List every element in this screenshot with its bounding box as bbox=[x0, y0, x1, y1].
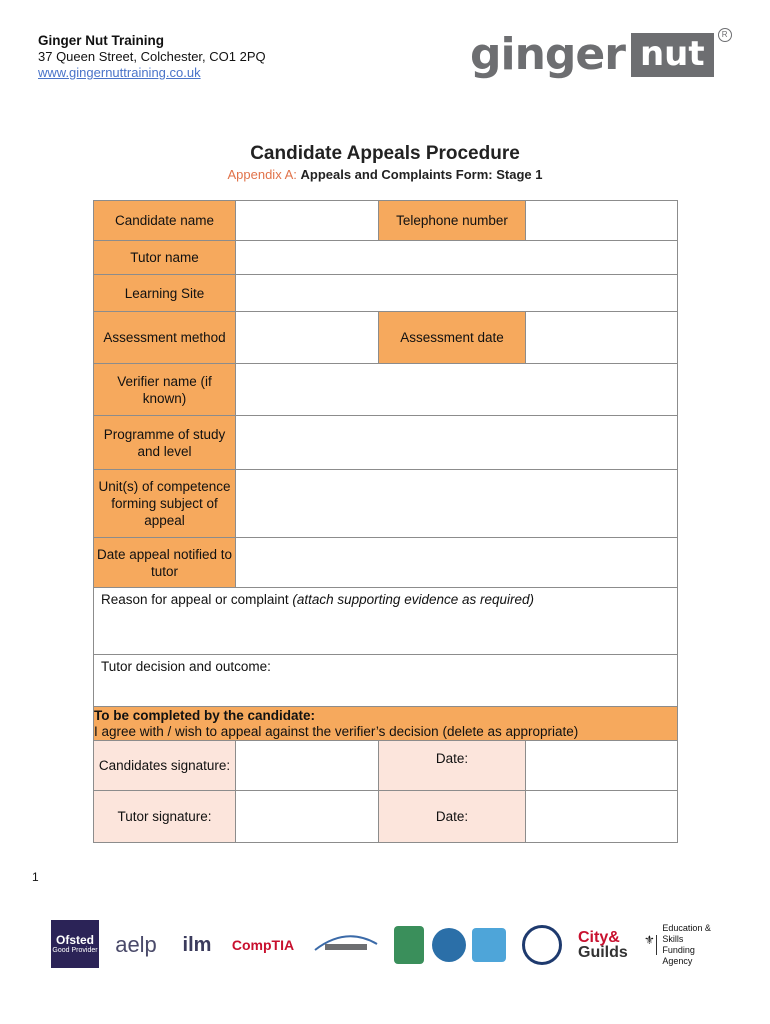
label-assessment-method: Assessment method bbox=[94, 312, 236, 364]
label-assessment-date: Assessment date bbox=[379, 312, 526, 364]
label-learning-site: Learning Site bbox=[94, 275, 236, 312]
label-units: Unit(s) of competence forming subject of appeal bbox=[94, 470, 236, 538]
aelp-logo: aelp bbox=[115, 932, 157, 957]
form-title: Appeals and Complaints Form: Stage 1 bbox=[300, 167, 543, 182]
label-verifier-name: Verifier name (if known) bbox=[94, 364, 236, 416]
assessment-date-field[interactable] bbox=[526, 312, 678, 364]
telephone-number-field[interactable] bbox=[526, 201, 678, 241]
verifier-name-field[interactable] bbox=[236, 364, 678, 416]
label-candidate-name: Candidate name bbox=[94, 201, 236, 241]
org-address: 37 Queen Street, Colchester, CO1 2PQ bbox=[38, 49, 266, 64]
label-tutor-name: Tutor name bbox=[94, 241, 236, 275]
label-tutor-signature: Tutor signature: bbox=[94, 791, 236, 843]
page-subtitle bbox=[0, 167, 770, 182]
esfa-logo: ⚜ Education & Skills Funding Agency bbox=[644, 923, 711, 966]
programme-field[interactable] bbox=[236, 416, 678, 470]
tutor-date-field[interactable] bbox=[526, 791, 678, 843]
logo-text-ginger: ginger bbox=[470, 29, 625, 80]
page-title: Candidate Appeals Procedure bbox=[250, 143, 520, 164]
reason-note: (attach supporting evidence as required) bbox=[292, 592, 535, 607]
crest-icon: ⚜ bbox=[644, 935, 657, 955]
reason-label: Reason for appeal or complaint bbox=[101, 592, 289, 607]
label-telephone-number: Telephone number bbox=[379, 201, 526, 241]
accreditation-seal-icon bbox=[432, 928, 466, 962]
label-candidate-signature: Candidates signature: bbox=[94, 741, 236, 791]
tutor-decision-label: Tutor decision and outcome: bbox=[101, 659, 271, 674]
tutor-signature-field[interactable] bbox=[236, 791, 379, 843]
accreditation-logos bbox=[0, 920, 770, 975]
candidate-heading: To be completed by the candidate: bbox=[94, 707, 316, 723]
candidate-statement: I agree with / wish to appeal against the verifier’s decision (delete as appropriate) bbox=[94, 723, 579, 739]
city-guilds-logo: City& Guilds bbox=[578, 929, 628, 961]
comptia-logo: CompTIA bbox=[231, 937, 295, 953]
units-field[interactable] bbox=[236, 470, 678, 538]
candidate-section-header bbox=[94, 707, 678, 741]
page-number: 1 bbox=[32, 870, 39, 884]
candidate-name-field[interactable] bbox=[236, 201, 379, 241]
candidate-signature-field[interactable] bbox=[236, 741, 379, 791]
ilm-logo: ilm bbox=[182, 933, 212, 956]
label-date-notified: Date appeal notified to tutor bbox=[94, 538, 236, 588]
ofsted-logo: Ofsted Good Provider bbox=[51, 920, 99, 968]
appendix-label: Appendix A: bbox=[227, 167, 297, 182]
ginger-nut-logo bbox=[470, 29, 728, 80]
candidate-date-field[interactable] bbox=[526, 741, 678, 791]
label-tutor-date: Date: bbox=[379, 791, 526, 843]
assessment-method-field[interactable] bbox=[236, 312, 379, 364]
logo-text-nut: nut bbox=[631, 33, 714, 77]
date-notified-field[interactable] bbox=[236, 538, 678, 588]
website-link[interactable]: www.gingernuttraining.co.uk bbox=[38, 65, 201, 80]
circular-badge-icon bbox=[522, 925, 562, 965]
learning-site-field[interactable] bbox=[236, 275, 678, 312]
tutor-decision-field[interactable] bbox=[94, 655, 678, 707]
org-name: Ginger Nut Training bbox=[38, 33, 165, 48]
label-programme: Programme of study and level bbox=[94, 416, 236, 470]
iso-badge-icon bbox=[472, 928, 506, 962]
appeals-form-table bbox=[93, 200, 678, 843]
registered-mark-icon: R bbox=[718, 28, 732, 42]
letterhead bbox=[38, 33, 266, 81]
tutor-name-field[interactable] bbox=[236, 241, 678, 275]
bcs-badge-icon bbox=[394, 926, 424, 964]
reason-field[interactable] bbox=[94, 588, 678, 655]
matrix-logo-icon bbox=[310, 920, 382, 970]
label-candidate-date: Date: bbox=[379, 741, 526, 791]
